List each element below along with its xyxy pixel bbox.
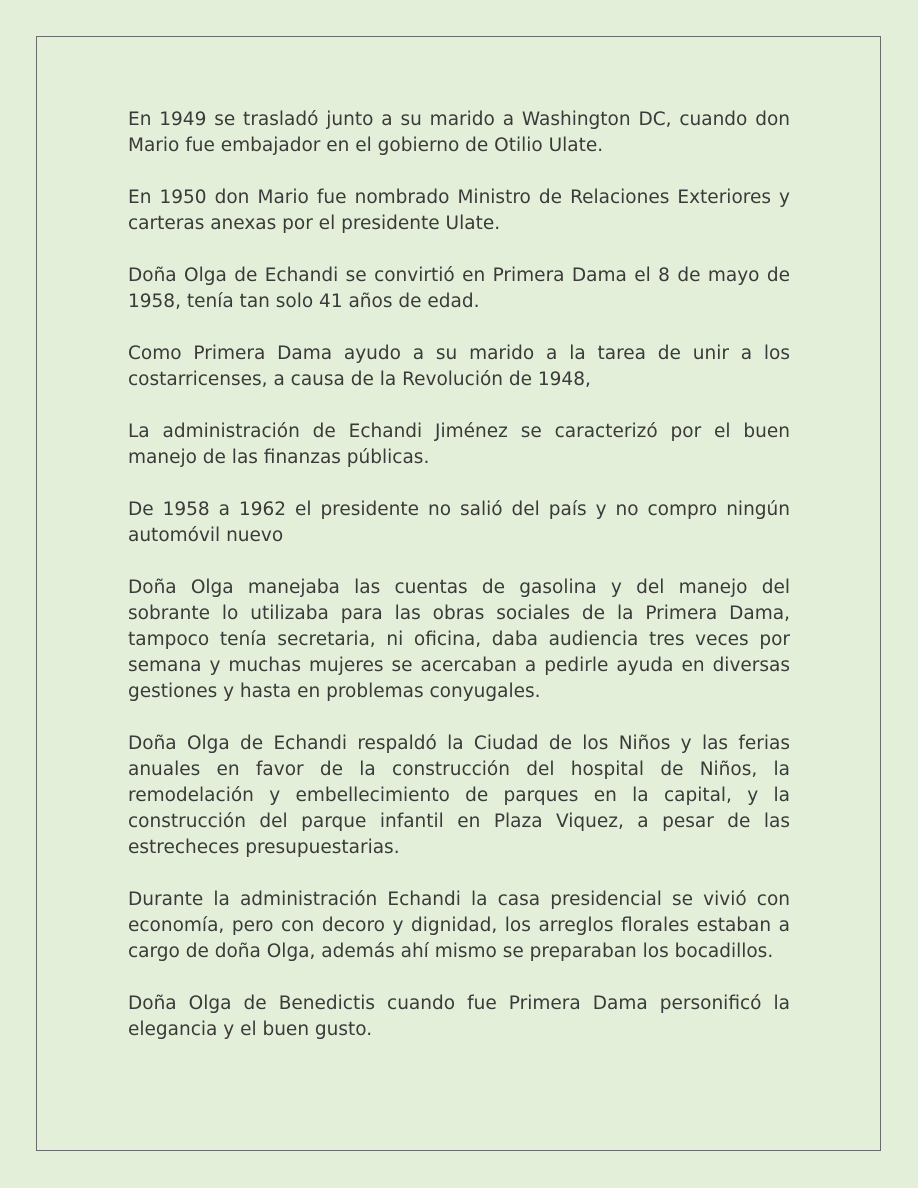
paragraph-automovil: De 1958 a 1962 el presidente no salió del país y no compro ningún automóvil nuevo <box>128 499 790 546</box>
paragraph-ministro: En 1950 don Mario fue nombrado Ministro de Relaciones Exteriores y carteras anexas por el presidente Ulate. <box>128 187 790 234</box>
paragraph-casa-presidencial: Durante la administración Echandi la casa presidencial se vivió con economía, pero con decoro y dignidad, los arreglos florales estaban a cargo de doña Olga, además ahí mismo se preparaban los bocadillos. <box>128 889 790 962</box>
paragraph-administracion: La administración de Echandi Jiménez se caracterizó por el buen manejo de las finanzas públicas. <box>128 421 790 468</box>
paragraph-primera-dama: Doña Olga de Echandi se convirtió en Primera Dama el 8 de mayo de 1958, tenía tan solo 41 años de edad. <box>128 265 790 312</box>
paragraph-elegancia: Doña Olga de Benedictis cuando fue Primera Dama personificó la elegancia y el buen gusto. <box>128 993 790 1040</box>
paragraph-ciudad-ninos: Doña Olga de Echandi respaldó la Ciudad de los Niños y las ferias anuales en favor de la construcción del hospital de Niños, la remodelación y embellecimiento de parques en la capital, y la construcción del parque infantil en Plaza Viquez, a pesar de las estrecheces presupuestarias. <box>128 733 790 858</box>
document-body <box>128 107 790 1069</box>
paragraph-unir-costarricenses: Como Primera Dama ayudo a su marido a la tarea de unir a los costarricenses, a causa de la Revolución de 1948, <box>128 343 790 390</box>
paragraph-washington: En 1949 se trasladó junto a su marido a Washington DC, cuando don Mario fue embajador en el gobierno de Otilio Ulate. <box>128 109 790 156</box>
paragraph-cuentas-gasolina: Doña Olga manejaba las cuentas de gasolina y del manejo del sobrante lo utilizaba para las obras sociales de la Primera Dama, tampoco tenía secretaria, ni oficina, daba audiencia tres veces por semana y muchas mujeres se acercaban a pedirle ayuda en diversas gestiones y hasta en problemas conyugales. <box>128 577 790 702</box>
